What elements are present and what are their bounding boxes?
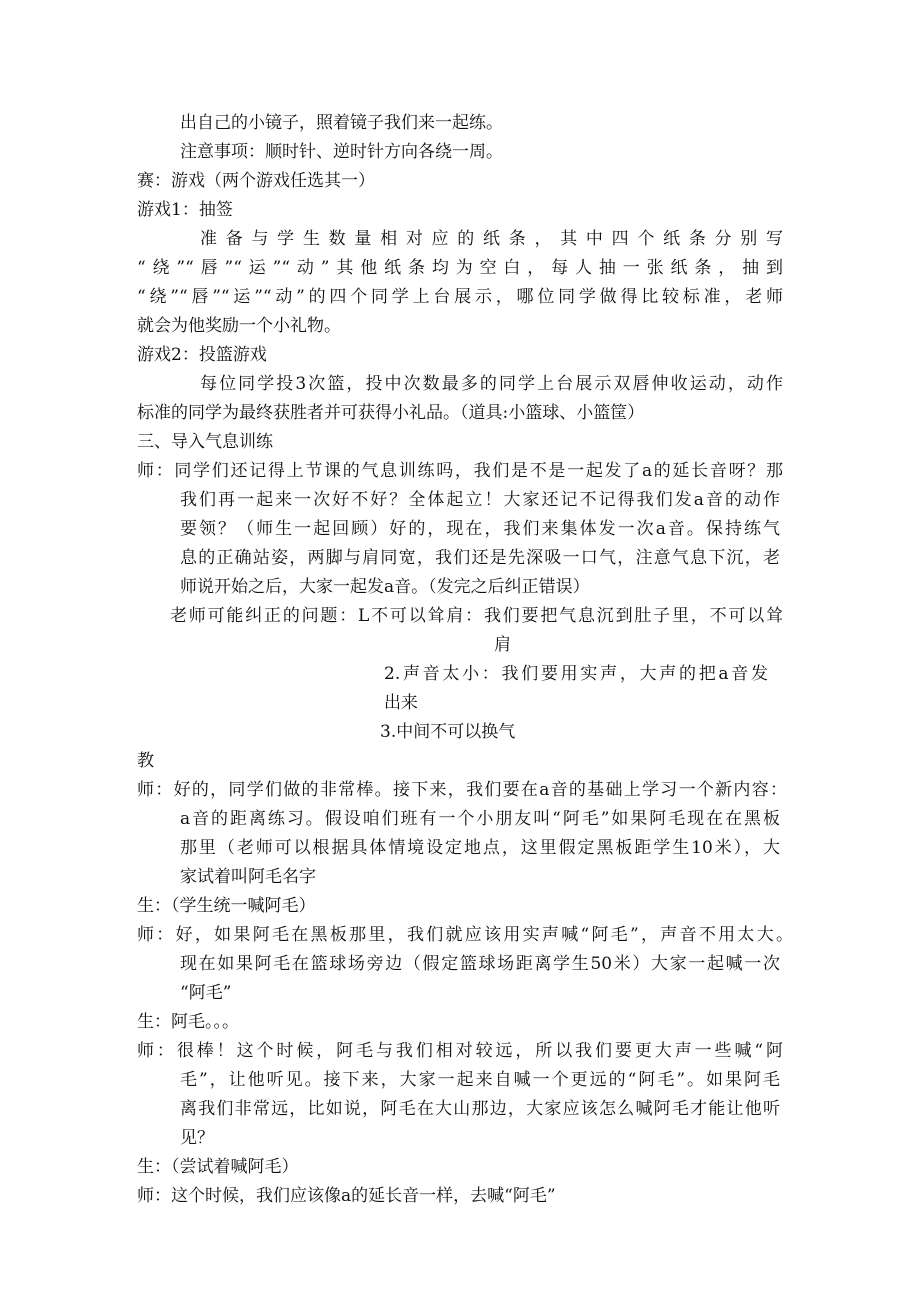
dialogue-line: 毛”，让他听见。接下来，大家一起来自喊一个更远的“阿毛”。如果阿毛 xyxy=(180,1070,780,1090)
dialogue-line: 息的正确站姿，两脚与肩同宽，我们还是先深吸一口气，注意气息下沉，老 xyxy=(180,548,780,568)
dialogue-line: 那里（老师可以根据具体情境设定地点，这里假定黑板距学生10米），大 xyxy=(180,838,780,858)
paragraph-line: “绕”“唇”“运”“动”的四个同学上台展示，哪位同学做得比较标准，老师 xyxy=(137,287,783,307)
correction-line: 3.中间不可以换气 xyxy=(380,722,516,742)
section-heading: 三、导入气息训练 xyxy=(137,432,273,452)
game-heading: 游戏2：投篮游戏 xyxy=(137,345,267,365)
game-heading: 游戏1：抽签 xyxy=(137,200,233,220)
dialogue-line: 要领？（师生一起回顾）好的，现在，我们来集体发一次a音。保持练气 xyxy=(180,519,780,539)
section-heading: 教 xyxy=(137,751,154,771)
dialogue-line: 师说开始之后，大家一起发a音。（发完之后纠正错误） xyxy=(180,577,590,597)
correction-line: 出来 xyxy=(384,693,418,713)
dialogue-line: 家试着叫阿毛名字 xyxy=(180,867,316,887)
paragraph-line: “绕”“唇”“运”“动”其他纸条均为空白，每人抽一张纸条，抽到 xyxy=(137,258,783,278)
paragraph-line: 出自己的小镜子，照着镜子我们来一起练。 xyxy=(180,113,503,133)
paragraph-line: 标准的同学为最终获胜者并可获得小礼品。（道具:小篮球、小篮筐） xyxy=(137,403,645,423)
dialogue-line: 师：这个时候，我们应该像a的延长音一样，去喊“阿毛” xyxy=(137,1186,556,1206)
notes-line: 注意事项：顺时针、逆时针方向各绕一周。 xyxy=(180,142,503,162)
dialogue-line: 离我们非常远，比如说，阿毛在大山那边，大家应该怎么喊阿毛才能让他听 xyxy=(180,1099,780,1119)
dialogue-line: 师：很棒！这个时候，阿毛与我们相对较远，所以我们要更大声一些喊“阿 xyxy=(137,1041,783,1061)
paragraph-line: 就会为他奖励一个小礼物。 xyxy=(137,316,341,336)
dialogue-line: 见？ xyxy=(180,1128,214,1148)
correction-line: 肩 xyxy=(494,635,511,655)
dialogue-line: 师：同学们还记得上节课的气息训练吗，我们是不是一起发了a的延长音呀？那 xyxy=(137,461,783,481)
paragraph-line: 准备与学生数量相对应的纸条，其中四个纸条分别写 xyxy=(200,229,783,249)
dialogue-line: 师：好的，同学们做的非常棒。接下来，我们要在a音的基础上学习一个新内容： xyxy=(137,780,787,800)
dialogue-line: “阿毛” xyxy=(180,983,232,1003)
section-heading: 赛：游戏（两个游戏任选其一） xyxy=(137,171,375,191)
dialogue-line: 师：好，如果阿毛在黑板那里，我们就应该用实声喊“阿毛”，声音不用太大。 xyxy=(137,925,793,945)
correction-line: 老师可能纠正的问题：L不可以耸肩：我们要把气息沉到肚子里，不可以耸 xyxy=(170,606,783,626)
correction-line: 2.声音太小：我们要用实声，大声的把a音发 xyxy=(384,664,768,684)
dialogue-line: 我们再一起来一次好不好？全体起立！大家还记不记得我们发a音的动作 xyxy=(180,490,780,510)
dialogue-line: 生：阿毛。。。 xyxy=(137,1012,239,1032)
dialogue-line: 生：（学生统一喊阿毛） xyxy=(137,896,316,916)
dialogue-line: a音的距离练习。假设咱们班有一个小朋友叫“阿毛”如果阿毛现在在黑板 xyxy=(180,809,780,829)
paragraph-line: 每位同学投3次篮，投中次数最多的同学上台展示双唇伸收运动，动作 xyxy=(200,374,783,394)
dialogue-line: 现在如果阿毛在篮球场旁边（假定篮球场距离学生50米）大家一起喊一次 xyxy=(180,954,780,974)
dialogue-line: 生：（尝试着喊阿毛） xyxy=(137,1157,299,1177)
